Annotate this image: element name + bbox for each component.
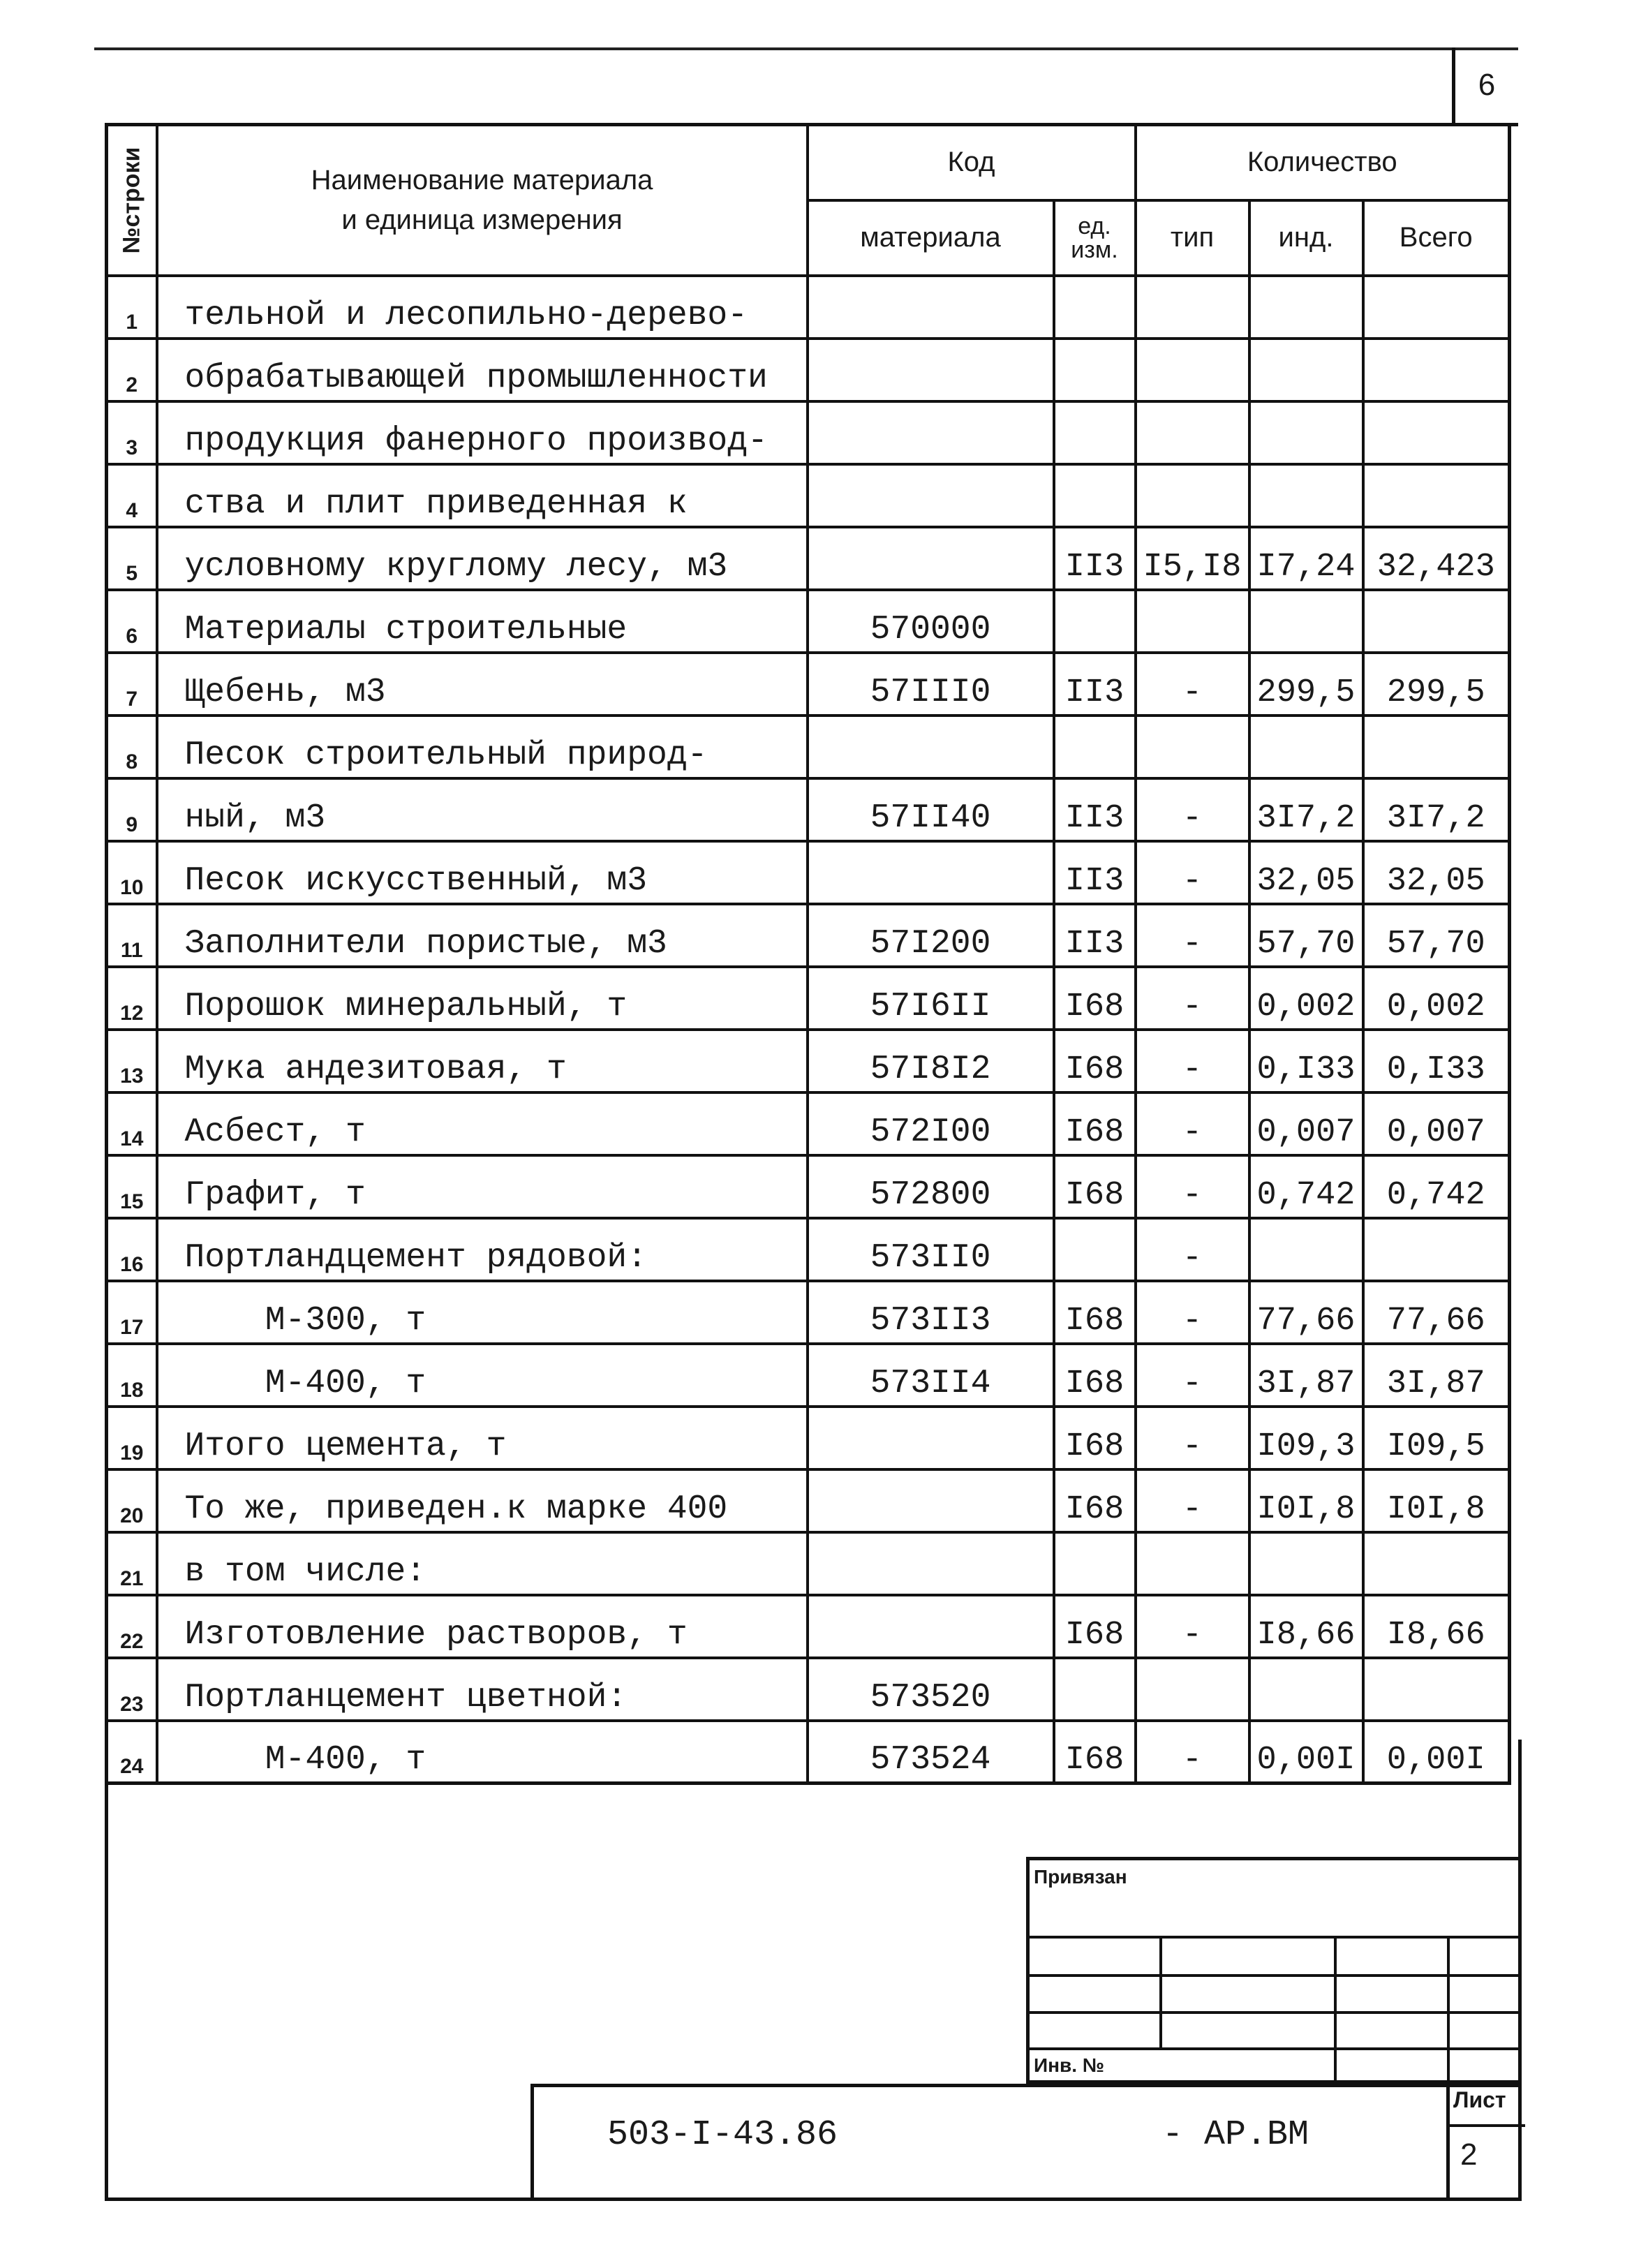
unit-code-cell: [1054, 276, 1136, 339]
qty-ind-cell: [1249, 1218, 1363, 1281]
unit-code-cell: [1054, 339, 1136, 401]
material-code-cell: 57I6II: [808, 967, 1054, 1030]
row-number-cell: 15: [107, 1155, 157, 1218]
material-name-cell: в том числе:: [157, 1532, 808, 1595]
qty-ind-cell: I7,24: [1249, 527, 1363, 590]
material-name-cell: М-400, т: [157, 1721, 808, 1784]
row-number-cell: 14: [107, 1092, 157, 1155]
qty-ind-header: инд.: [1249, 200, 1363, 276]
qty-type-cell: -: [1136, 1595, 1249, 1658]
qty-ind-cell: 32,05: [1249, 841, 1363, 904]
table-row: [107, 1658, 1510, 1721]
qty-total-cell: 299,5: [1363, 653, 1510, 716]
table-row: [107, 1155, 1510, 1218]
document-suffix: - АР.ВМ: [1162, 2115, 1309, 2155]
qty-total-cell: [1363, 401, 1510, 464]
material-code-cell: 573524: [808, 1721, 1054, 1784]
table-row: [107, 527, 1510, 590]
table-row: [107, 1721, 1510, 1784]
qty-total-cell: 32,05: [1363, 841, 1510, 904]
frame-left-rule: [105, 1740, 108, 2200]
qty-type-cell: -: [1136, 1030, 1249, 1092]
material-name-cell: Графит, т: [157, 1155, 808, 1218]
row-number-cell: 19: [107, 1407, 157, 1469]
material-name-cell: обрабатывающей промышленности: [157, 339, 808, 401]
row-number-cell: 13: [107, 1030, 157, 1092]
material-code-cell: 572800: [808, 1155, 1054, 1218]
table-row: [107, 653, 1510, 716]
material-name-cell: Порошок минеральный, т: [157, 967, 808, 1030]
unit-code-cell: [1054, 1532, 1136, 1595]
qty-type-cell: -: [1136, 1218, 1249, 1281]
qty-total-cell: [1363, 590, 1510, 653]
table-row: [107, 778, 1510, 841]
qty-ind-cell: [1249, 401, 1363, 464]
material-code-cell: [808, 1595, 1054, 1658]
material-name-cell: Материалы строительные: [157, 590, 808, 653]
table-row: [107, 1281, 1510, 1344]
unit-code-cell: [1054, 1658, 1136, 1721]
sheet-label: Лист: [1453, 2087, 1506, 2112]
row-number-cell: 9: [107, 778, 157, 841]
material-name-cell: Заполнители пористые, м3: [157, 904, 808, 967]
material-code-cell: 57I8I2: [808, 1030, 1054, 1092]
qty-type-cell: -: [1136, 904, 1249, 967]
material-name-cell: Портланцемент цветной:: [157, 1658, 808, 1721]
unit-code-cell: [1054, 1218, 1136, 1281]
qty-total-cell: 0,I33: [1363, 1030, 1510, 1092]
qty-type-header: тип: [1136, 200, 1249, 276]
qty-type-cell: -: [1136, 1721, 1249, 1784]
qty-total-cell: 77,66: [1363, 1281, 1510, 1344]
material-name-cell: Песок строительный природ-: [157, 716, 808, 778]
material-name-cell: условному круглому лесу, м3: [157, 527, 808, 590]
material-code-cell: [808, 276, 1054, 339]
qty-total-cell: 57,70: [1363, 904, 1510, 967]
unit-code-cell: [1054, 401, 1136, 464]
qty-ind-cell: I0I,8: [1249, 1469, 1363, 1532]
material-code-cell: 57I200: [808, 904, 1054, 967]
page-top-rule: [94, 47, 1518, 50]
row-number-cell: 12: [107, 967, 157, 1030]
qty-total-cell: 0,742: [1363, 1155, 1510, 1218]
quantity-group-header: Количество: [1136, 125, 1510, 200]
unit-code-cell: I68: [1054, 1469, 1136, 1532]
material-name-cell: Мука андезитовая, т: [157, 1030, 808, 1092]
qty-ind-cell: [1249, 590, 1363, 653]
qty-type-cell: [1136, 716, 1249, 778]
table-row: [107, 1218, 1510, 1281]
material-name-cell: Итого цемента, т: [157, 1407, 808, 1469]
stamp-inventory-label: Инв. №: [1034, 2054, 1105, 2076]
table-row: [107, 1532, 1510, 1595]
qty-ind-cell: 299,5: [1249, 653, 1363, 716]
qty-total-cell: 3I7,2: [1363, 778, 1510, 841]
qty-type-cell: [1136, 1658, 1249, 1721]
qty-total-cell: [1363, 1218, 1510, 1281]
page-number: 6: [1452, 47, 1518, 126]
qty-type-cell: -: [1136, 967, 1249, 1030]
table-row: [107, 1344, 1510, 1407]
qty-ind-cell: I8,66: [1249, 1595, 1363, 1658]
qty-ind-cell: 0,002: [1249, 967, 1363, 1030]
name-header: Наименование материала и единица измерения: [157, 125, 808, 276]
material-name-cell: Портландцемент рядовой:: [157, 1218, 808, 1281]
material-code-cell: 57III0: [808, 653, 1054, 716]
table-row: [107, 339, 1510, 401]
table-row: [107, 401, 1510, 464]
qty-type-cell: -: [1136, 1281, 1249, 1344]
qty-total-header: Всего: [1363, 200, 1510, 276]
qty-total-cell: 0,002: [1363, 967, 1510, 1030]
material-code-cell: [808, 841, 1054, 904]
material-code-cell: [808, 1407, 1054, 1469]
material-code-cell: [808, 1469, 1054, 1532]
qty-type-cell: -: [1136, 653, 1249, 716]
qty-ind-cell: [1249, 1532, 1363, 1595]
unit-code-cell: I68: [1054, 1030, 1136, 1092]
material-name-cell: тельной и лесопильно-дерево-: [157, 276, 808, 339]
qty-total-cell: [1363, 1658, 1510, 1721]
unit-code-cell: [1054, 464, 1136, 527]
table-row: [107, 590, 1510, 653]
row-number-cell: 17: [107, 1281, 157, 1344]
qty-ind-cell: 0,007: [1249, 1092, 1363, 1155]
table-row: [107, 276, 1510, 339]
material-name-cell: продукция фанерного производ-: [157, 401, 808, 464]
qty-ind-cell: 3I7,2: [1249, 778, 1363, 841]
qty-total-cell: [1363, 276, 1510, 339]
material-code-cell: 570000: [808, 590, 1054, 653]
qty-ind-cell: 0,I33: [1249, 1030, 1363, 1092]
unit-code-cell: II3: [1054, 653, 1136, 716]
qty-total-cell: I09,5: [1363, 1407, 1510, 1469]
row-number-cell: 1: [107, 276, 157, 339]
material-code-cell: 573II4: [808, 1344, 1054, 1407]
stamp-grid: [1030, 1860, 1518, 2080]
material-code-cell: 573II3: [808, 1281, 1054, 1344]
row-number-cell: 7: [107, 653, 157, 716]
unit-code-cell: I68: [1054, 1721, 1136, 1784]
row-number-cell: 24: [107, 1721, 157, 1784]
qty-total-cell: I8,66: [1363, 1595, 1510, 1658]
row-number-cell: 4: [107, 464, 157, 527]
unit-code-cell: I68: [1054, 1344, 1136, 1407]
qty-type-cell: [1136, 401, 1249, 464]
qty-ind-cell: [1249, 276, 1363, 339]
material-code-cell: 57II40: [808, 778, 1054, 841]
material-code-cell: 573II0: [808, 1218, 1054, 1281]
unit-code-cell: I68: [1054, 967, 1136, 1030]
row-number-cell: 3: [107, 401, 157, 464]
unit-code-cell: I68: [1054, 1092, 1136, 1155]
row-number-cell: 18: [107, 1344, 157, 1407]
qty-type-cell: [1136, 1532, 1249, 1595]
table-row: [107, 1469, 1510, 1532]
material-code-cell: [808, 716, 1054, 778]
qty-ind-cell: [1249, 339, 1363, 401]
qty-type-cell: -: [1136, 1092, 1249, 1155]
material-code-cell: [808, 464, 1054, 527]
qty-total-cell: I0I,8: [1363, 1469, 1510, 1532]
qty-type-cell: I5,I8: [1136, 527, 1249, 590]
code-unit-header: ед. изм.: [1054, 200, 1136, 276]
unit-code-cell: [1054, 716, 1136, 778]
material-name-cell: Песок искусственный, м3: [157, 841, 808, 904]
qty-total-cell: [1363, 716, 1510, 778]
qty-ind-cell: 0,742: [1249, 1155, 1363, 1218]
material-name-cell: ный, м3: [157, 778, 808, 841]
row-number-cell: 6: [107, 590, 157, 653]
row-number-cell: 16: [107, 1218, 157, 1281]
row-number-cell: 22: [107, 1595, 157, 1658]
qty-ind-cell: [1249, 716, 1363, 778]
row-number-header: №строки: [107, 125, 157, 276]
material-name-cell: М-300, т: [157, 1281, 808, 1344]
sheet-number: 2: [1460, 2137, 1478, 2172]
row-number-cell: 11: [107, 904, 157, 967]
unit-code-cell: II3: [1054, 527, 1136, 590]
material-code-cell: [808, 1532, 1054, 1595]
table-row: [107, 904, 1510, 967]
qty-ind-cell: 77,66: [1249, 1281, 1363, 1344]
qty-ind-cell: [1249, 464, 1363, 527]
qty-type-cell: [1136, 590, 1249, 653]
binding-stamp: [1026, 1857, 1522, 2084]
code-group-header: Код: [808, 125, 1136, 200]
table-row: [107, 967, 1510, 1030]
table-row: [107, 1595, 1510, 1658]
material-name-cell: М-400, т: [157, 1344, 808, 1407]
qty-ind-cell: 3I,87: [1249, 1344, 1363, 1407]
table-row: [107, 1030, 1510, 1092]
unit-code-cell: I68: [1054, 1281, 1136, 1344]
qty-total-cell: [1363, 464, 1510, 527]
qty-type-cell: [1136, 339, 1249, 401]
qty-total-cell: 0,007: [1363, 1092, 1510, 1155]
row-number-cell: 2: [107, 339, 157, 401]
material-code-cell: 573520: [808, 1658, 1054, 1721]
qty-total-cell: [1363, 1532, 1510, 1595]
row-number-cell: 10: [107, 841, 157, 904]
material-code-cell: 572I00: [808, 1092, 1054, 1155]
row-number-cell: 23: [107, 1658, 157, 1721]
material-name-cell: Щебень, м3: [157, 653, 808, 716]
qty-type-cell: -: [1136, 1155, 1249, 1218]
qty-ind-cell: 57,70: [1249, 904, 1363, 967]
unit-code-cell: I68: [1054, 1155, 1136, 1218]
qty-type-cell: -: [1136, 1344, 1249, 1407]
qty-ind-cell: I09,3: [1249, 1407, 1363, 1469]
row-number-cell: 20: [107, 1469, 157, 1532]
unit-code-cell: II3: [1054, 841, 1136, 904]
unit-code-cell: II3: [1054, 778, 1136, 841]
qty-total-cell: 0,00I: [1363, 1721, 1510, 1784]
table-row: [107, 1092, 1510, 1155]
qty-type-cell: -: [1136, 1407, 1249, 1469]
unit-code-cell: I68: [1054, 1595, 1136, 1658]
qty-type-cell: -: [1136, 841, 1249, 904]
unit-code-cell: [1054, 590, 1136, 653]
table-row: [107, 716, 1510, 778]
table-row: [107, 1407, 1510, 1469]
document-code: 503-I-43.86: [607, 2115, 838, 2155]
material-code-cell: [808, 401, 1054, 464]
qty-ind-cell: 0,00I: [1249, 1721, 1363, 1784]
row-number-cell: 21: [107, 1532, 157, 1595]
material-code-cell: [808, 527, 1054, 590]
qty-type-cell: -: [1136, 1469, 1249, 1532]
qty-type-cell: [1136, 276, 1249, 339]
material-name-cell: Асбест, т: [157, 1092, 808, 1155]
qty-ind-cell: [1249, 1658, 1363, 1721]
qty-type-cell: -: [1136, 778, 1249, 841]
qty-total-cell: [1363, 339, 1510, 401]
material-code-cell: [808, 339, 1054, 401]
qty-total-cell: 3I,87: [1363, 1344, 1510, 1407]
qty-type-cell: [1136, 464, 1249, 527]
row-number-cell: 8: [107, 716, 157, 778]
material-name-cell: ства и плит приведенная к: [157, 464, 808, 527]
code-material-header: материала: [808, 200, 1054, 276]
qty-total-cell: 32,423: [1363, 527, 1510, 590]
table-row: [107, 464, 1510, 527]
materials-table: [105, 123, 1511, 1785]
material-name-cell: Изготовление растворов, т: [157, 1595, 808, 1658]
material-name-cell: То же, приведен.к марке 400: [157, 1469, 808, 1532]
row-number-cell: 5: [107, 527, 157, 590]
stamp-linked-label: Привязан: [1034, 1866, 1127, 1888]
unit-code-cell: II3: [1054, 904, 1136, 967]
table-row: [107, 841, 1510, 904]
unit-code-cell: I68: [1054, 1407, 1136, 1469]
